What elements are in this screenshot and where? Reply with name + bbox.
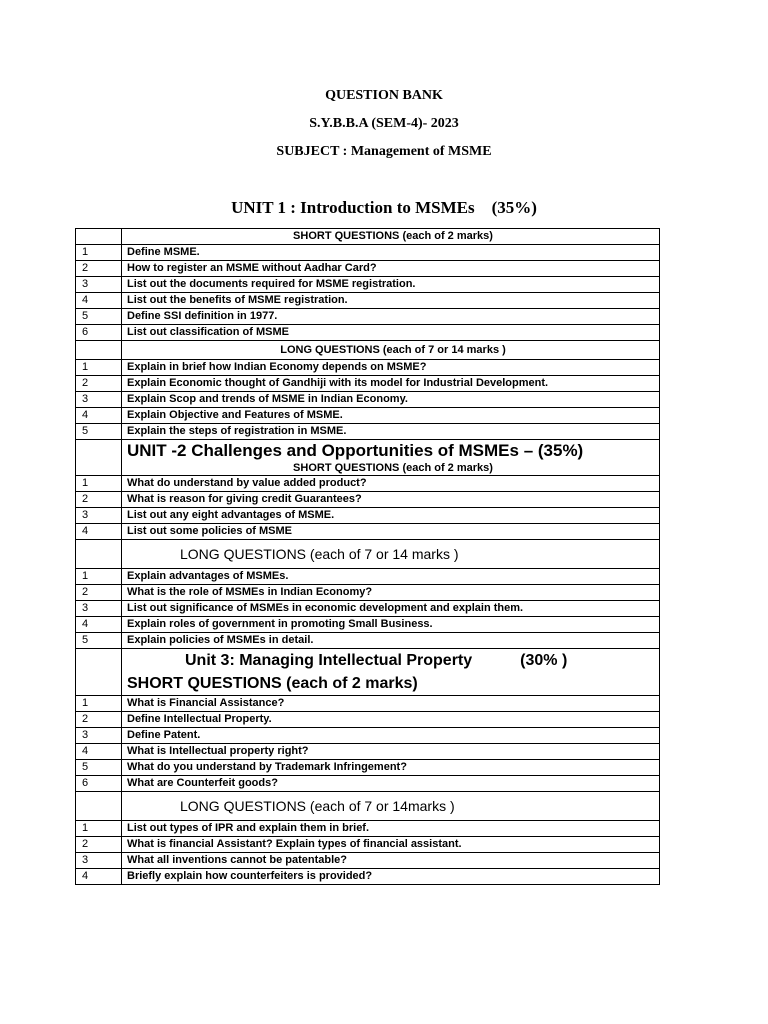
- unit3-short-number: 5: [76, 760, 122, 776]
- table-row: [76, 744, 660, 760]
- unit3-short-question: What is Intellectual property right?: [122, 744, 660, 760]
- unit1-long-number: 5: [76, 424, 122, 440]
- unit1-short-question: List out classification of MSME: [122, 325, 660, 341]
- unit3-title-cell: [122, 649, 660, 696]
- unit1-short-question: Define MSME.: [122, 245, 660, 261]
- table-row: [76, 408, 660, 424]
- unit1-short-question: Define SSI definition in 1977.: [122, 309, 660, 325]
- unit3-short-question: Define Intellectual Property.: [122, 712, 660, 728]
- unit2-short-number: 1: [76, 476, 122, 492]
- unit2-long-question: What is the role of MSMEs in Indian Economy?: [122, 585, 660, 601]
- unit3-long-header: LONG QUESTIONS (each of 7 or 14marks ): [122, 792, 660, 821]
- table-row: [76, 696, 660, 712]
- table-row: [76, 508, 660, 524]
- unit1-short-number: 5: [76, 309, 122, 325]
- table-row: [76, 869, 660, 885]
- table-row: [76, 585, 660, 601]
- question-table-body: [76, 229, 660, 885]
- section-header-row: [76, 341, 660, 360]
- unit1-short-number: 6: [76, 325, 122, 341]
- unit2-short-header: SHORT QUESTIONS (each of 2 marks): [293, 462, 493, 474]
- unit2-long-question: Explain policies of MSMEs in detail.: [122, 633, 660, 649]
- unit1-short-number: 4: [76, 293, 122, 309]
- unit1-short-number: 3: [76, 277, 122, 293]
- unit1-short-number: 1: [76, 245, 122, 261]
- table-row: [76, 853, 660, 869]
- unit3-long-question: List out types of IPR and explain them in brief.: [122, 821, 660, 837]
- unit2-long-number: 1: [76, 569, 122, 585]
- table-row: [76, 776, 660, 792]
- unit3-long-number: 2: [76, 837, 122, 853]
- section-header-row: [76, 229, 660, 245]
- unit1-long-question: Explain in brief how Indian Economy depends on MSME?: [122, 360, 660, 376]
- table-row: [76, 376, 660, 392]
- unit1-title: UNIT 1 : Introduction to MSMEs (35%): [231, 198, 537, 217]
- unit1-long-number: 3: [76, 392, 122, 408]
- unit1-long-question: Explain Economic thought of Gandhiji with its model for Industrial Development.: [122, 376, 660, 392]
- table-row: [76, 392, 660, 408]
- empty-cell: [76, 229, 122, 245]
- unit1-long-header: LONG QUESTIONS (each of 7 or 14 marks ): [122, 341, 660, 360]
- unit3-short-number: 2: [76, 712, 122, 728]
- unit1-short-question: List out the benefits of MSME registration.: [122, 293, 660, 309]
- unit3-long-number: 3: [76, 853, 122, 869]
- unit3-long-number: 4: [76, 869, 122, 885]
- unit3-short-question: What do you understand by Trademark Infringement?: [122, 760, 660, 776]
- unit3-short-number: 4: [76, 744, 122, 760]
- unit1-long-number: 4: [76, 408, 122, 424]
- unit2-short-number: 2: [76, 492, 122, 508]
- unit3-short-question: What are Counterfeit goods?: [122, 776, 660, 792]
- unit3-short-question: Define Patent.: [122, 728, 660, 744]
- section-header-row: [76, 792, 660, 821]
- table-row: [76, 261, 660, 277]
- table-row: [76, 524, 660, 540]
- unit2-short-question: What is reason for giving credit Guarantees?: [122, 492, 660, 508]
- unit2-short-question: List out any eight advantages of MSME.: [122, 508, 660, 524]
- unit3-short-number: 3: [76, 728, 122, 744]
- table-row: [76, 325, 660, 341]
- unit2-short-question: What do understand by value added product?: [122, 476, 660, 492]
- table-row: [76, 424, 660, 440]
- table-row: [76, 245, 660, 261]
- table-row: [76, 760, 660, 776]
- unit1-long-question: Explain Objective and Features of MSME.: [122, 408, 660, 424]
- unit1-long-number: 1: [76, 360, 122, 376]
- table-row: [76, 821, 660, 837]
- unit3-short-number: 1: [76, 696, 122, 712]
- unit2-short-number: 3: [76, 508, 122, 524]
- unit3-title-line: [127, 649, 659, 672]
- table-row: [76, 728, 660, 744]
- empty-cell: [76, 440, 122, 476]
- course-line: S.Y.B.B.A (SEM-4)- 2023: [309, 116, 459, 131]
- table-row: [76, 633, 660, 649]
- table-row: [76, 837, 660, 853]
- unit1-long-question: Explain Scop and trends of MSME in Indian Economy.: [122, 392, 660, 408]
- unit3-percent: (30% ): [520, 652, 568, 669]
- unit-title-row: [76, 440, 660, 476]
- unit2-long-number: 5: [76, 633, 122, 649]
- unit3-long-question: What all inventions cannot be patentable?: [122, 853, 660, 869]
- document-title: QUESTION BANK: [325, 88, 443, 103]
- table-row: [76, 309, 660, 325]
- section-header-row: [76, 540, 660, 569]
- unit2-long-question: List out significance of MSMEs in economic development and explain them.: [122, 601, 660, 617]
- unit3-short-question: What is Financial Assistance?: [122, 696, 660, 712]
- unit3-short-number: 6: [76, 776, 122, 792]
- table-row: [76, 277, 660, 293]
- unit3-title: Unit 3: Managing Intellectual Property: [185, 652, 473, 669]
- unit1-short-question: How to register an MSME without Aadhar Card?: [122, 261, 660, 277]
- subject-line: SUBJECT : Management of MSME: [276, 144, 492, 159]
- table-row: [76, 617, 660, 633]
- unit2-long-header: LONG QUESTIONS (each of 7 or 14 marks ): [122, 540, 660, 569]
- table-row: [76, 360, 660, 376]
- unit2-long-question: Explain roles of government in promoting Small Business.: [122, 617, 660, 633]
- unit2-long-number: 2: [76, 585, 122, 601]
- table-row: [76, 293, 660, 309]
- unit1-short-number: 2: [76, 261, 122, 277]
- unit2-long-number: 4: [76, 617, 122, 633]
- unit1-long-question: Explain the steps of registration in MSME.: [122, 424, 660, 440]
- unit1-short-header: SHORT QUESTIONS (each of 2 marks): [122, 229, 660, 245]
- unit2-short-question: List out some policies of MSME: [122, 524, 660, 540]
- empty-cell: [76, 341, 122, 360]
- unit2-short-number: 4: [76, 524, 122, 540]
- unit2-long-question: Explain advantages of MSMEs.: [122, 569, 660, 585]
- unit3-long-question: Briefly explain how counterfeiters is provided?: [122, 869, 660, 885]
- table-row: [76, 476, 660, 492]
- unit2-long-number: 3: [76, 601, 122, 617]
- unit1-long-number: 2: [76, 376, 122, 392]
- unit3-long-number: 1: [76, 821, 122, 837]
- unit2-title: UNIT -2 Challenges and Opportunities of MSMEs – (35%): [127, 441, 584, 460]
- table-row: [76, 712, 660, 728]
- unit3-short-header: SHORT QUESTIONS (each of 2 marks): [127, 675, 418, 692]
- empty-cell: [76, 792, 122, 821]
- table-row: [76, 569, 660, 585]
- unit3-long-question: What is financial Assistant? Explain types of financial assistant.: [122, 837, 660, 853]
- unit2-title-cell: [122, 440, 660, 476]
- empty-cell: [76, 649, 122, 696]
- unit-title-row: [76, 649, 660, 696]
- unit1-short-question: List out the documents required for MSME registration.: [122, 277, 660, 293]
- empty-cell: [76, 540, 122, 569]
- table-row: [76, 601, 660, 617]
- question-table: [75, 228, 660, 885]
- table-row: [76, 492, 660, 508]
